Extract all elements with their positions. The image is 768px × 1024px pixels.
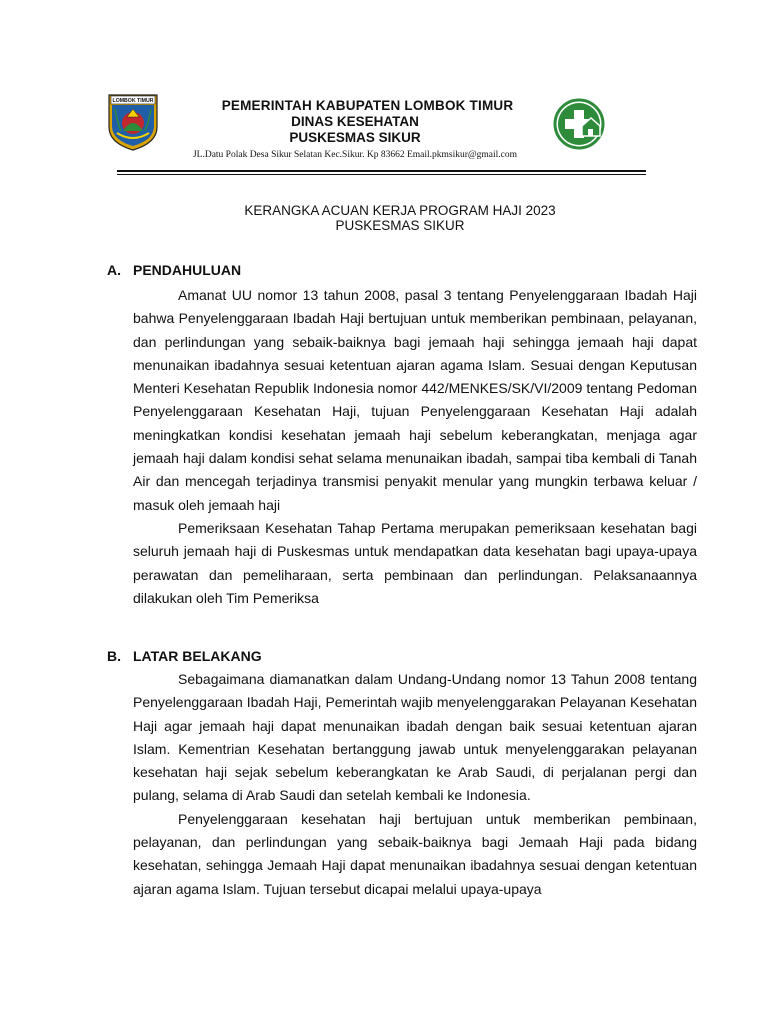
section-title: LATAR BELAKANG bbox=[133, 648, 262, 664]
section-title: PENDAHULUAN bbox=[133, 262, 242, 278]
section-a-body bbox=[133, 284, 697, 610]
letterhead-government: PEMERINTAH KABUPATEN LOMBOK TIMUR bbox=[221, 98, 514, 113]
letterhead bbox=[160, 98, 550, 161]
lombok-timur-emblem-icon bbox=[107, 93, 159, 151]
section-b-heading bbox=[107, 648, 262, 664]
section-b-body bbox=[133, 668, 697, 901]
section-a-heading bbox=[107, 262, 241, 278]
letterhead-rule-thin bbox=[117, 174, 646, 175]
letterhead-puskesmas: PUSKESMAS SIKUR bbox=[289, 130, 421, 145]
title-line-2: PUSKESMAS SIKUR bbox=[335, 218, 465, 233]
letterhead-office: DINAS KESEHATAN bbox=[291, 114, 419, 129]
letterhead-address: JL.Datu Polak Desa Sikur Selatan Kec.Sikur. Kp 83662 Email.pkmsikur@gmail.com bbox=[192, 150, 518, 160]
title-line-1: KERANGKA ACUAN KERJA PROGRAM HAJI 2023 bbox=[244, 203, 556, 218]
puskesmas-logo-icon bbox=[553, 98, 605, 150]
paragraph: Penyelenggaraan kesehatan haji bertujuan untuk memberikan pembinaan, pelayanan, dan perlindungan yang sebaik-baiknya bagi Jemaah Haji pada bidang kesehatan, sehingga Jemaah Haji dapat menunaikan ibadahnya sesuai dengan ketentuan ajaran agama Islam. Tujuan tersebut dicapai melalui upaya-upaya bbox=[133, 810, 697, 897]
emblem-caption: LOMBOK TIMUR bbox=[112, 98, 154, 105]
paragraph: Sebagaimana diamanatkan dalam Undang-Undang nomor 13 Tahun 2008 tentang Penyelenggaraan Ibadah Haji, Pemerintah wajib menyelenggarakan Pelayanan Kesehatan Haji agar jemaah haji dapat menunaikan ibadah dengan baik sesuai ketentuan ajaran Islam. Kementrian Kesehatan bertanggung jawab untuk menyelenggarakan pelayanan kesehatan haji sejak sebelum keberangkatan ke Arab Saudi, di perjalanan pergi dan pulang, selama di Arab Saudi dan setelah kembali ke Indonesia. bbox=[133, 671, 697, 804]
document-title bbox=[110, 203, 690, 233]
paragraph: Pemeriksaan Kesehatan Tahap Pertama merupakan pemeriksaan kesehatan bagi seluruh jemaah haji di Puskesmas untuk mendapatkan data kesehatan bagi upaya-upaya perawatan dan pemeliharaan, serta pembinaan dan perlindungan. Pelaksanaannya dilakukan oleh Tim Pemeriksa bbox=[133, 519, 697, 606]
letterhead-rule-thick bbox=[117, 170, 646, 172]
section-number: B. bbox=[107, 648, 121, 664]
section-number: A. bbox=[107, 262, 121, 278]
paragraph: Amanat UU nomor 13 tahun 2008, pasal 3 tentang Penyelenggaraan Ibadah Haji bahwa Penyelenggaraan Ibadah Haji bertujuan untuk memberikan pembinaan, pelayanan, dan perlindungan yang sebaik-baiknya bagi jemaah haji sehingga jemaah haji dapat menunaikan ibadahnya sesuai ketentuan ajaran agama Islam. Sesuai dengan Keputusan Menteri Kesehatan Republik Indonesia nomor 442/MENKES/SK/VI/2009 tentang Pedoman Penyelenggaraan Kesehatan Haji, tujuan Penyelenggaraan Kesehatan Haji adalah meningkatkan kondisi kesehatan jemaah haji sebelum keberangkatan, menjaga agar jemaah haji dalam kondisi sehat selama menunaikan ibadah, sampai tiba kembali di Tanah Air dan mencegah terjadinya transmisi penyakit menular yang mungkin terbawa keluar / masuk oleh jemaah haji bbox=[133, 287, 697, 513]
